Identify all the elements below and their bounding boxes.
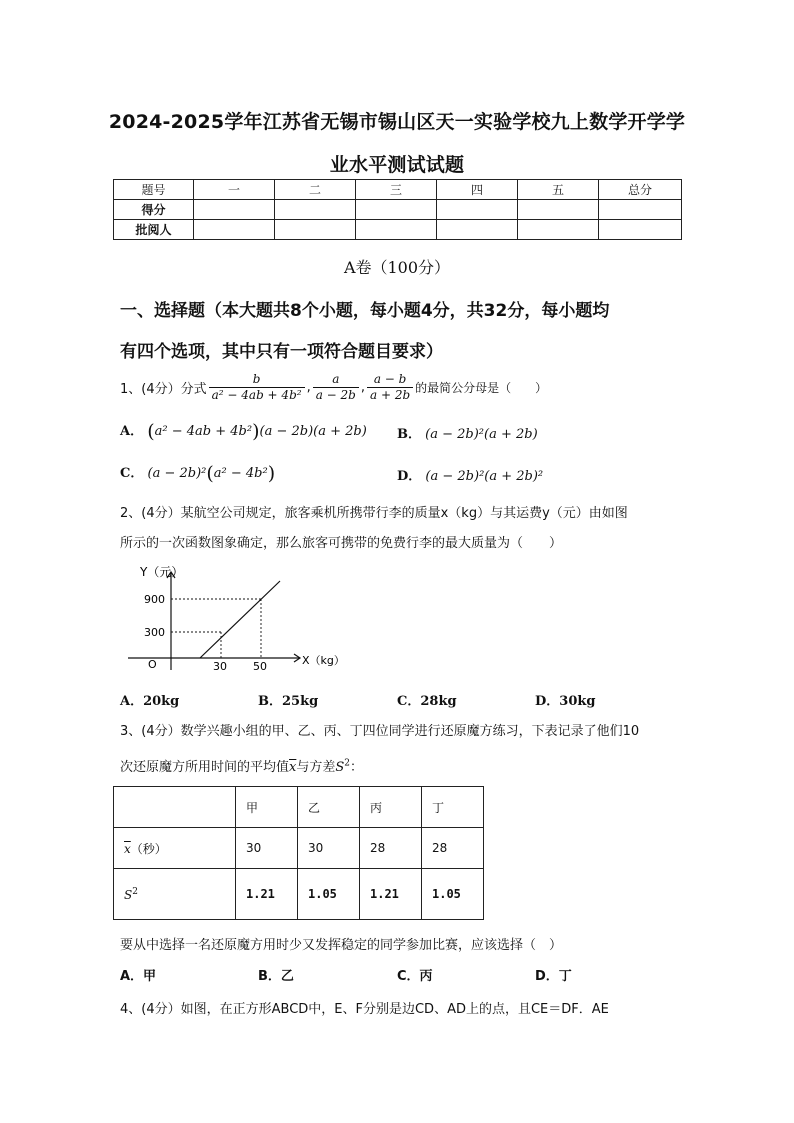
fraction-1 (209, 372, 305, 403)
x-axis-label: X（kg） (302, 654, 345, 667)
stats-row-label (114, 828, 236, 869)
stats-header-cell (114, 787, 236, 828)
fraction-3 (367, 372, 413, 403)
option-a-rest: (a − 2b)(a + 2b) (259, 424, 367, 439)
question-2-line2: 所示的一次函数图象确定，那么旅客可携带的免费行李的最大质量为（ ） (120, 536, 563, 551)
score-cell (518, 220, 599, 240)
stats-header-cell: 乙 (298, 787, 360, 828)
option-label: C． (120, 466, 144, 481)
option-label: D． (397, 469, 422, 484)
stats-mean-row (114, 828, 484, 869)
stats-variance-row (114, 869, 484, 920)
score-cell (275, 200, 356, 220)
q3-line2-suffix: ： (350, 760, 364, 775)
score-cell (356, 200, 437, 220)
fraction-2-denominator: a − 2b (315, 388, 356, 402)
fraction-3-numerator: a − b (367, 372, 413, 388)
score-header-cell: 四 (437, 180, 518, 200)
stats-cell: 1.21 (236, 869, 298, 920)
q1-option-a: A． (a² − 4ab + 4b²)(a − 2b)(a + 2b) (120, 420, 367, 443)
score-row-label: 得分 (114, 200, 194, 220)
variance-symbol: $S^2$ (124, 886, 138, 902)
score-cell (437, 220, 518, 240)
score-cell (275, 220, 356, 240)
stats-cell: 28 (360, 828, 422, 869)
q2-option-d: D．30kg (535, 694, 596, 709)
option-b-expr: (a − 2b)²(a + 2b) (425, 427, 538, 442)
fraction-3-denominator: a + 2b (370, 388, 411, 402)
fraction-2-numerator: a (313, 372, 359, 388)
q2-option-c: C．28kg (397, 694, 457, 709)
score-cell (437, 200, 518, 220)
option-a-inner: a² − 4ab + 4b² (154, 424, 253, 439)
x-tick-label: 30 (213, 660, 227, 673)
score-cell (356, 220, 437, 240)
q3-option-c: C．丙 (397, 969, 433, 984)
question-1 (120, 372, 547, 403)
q1-suffix: 的最简公分母是（ ） (415, 381, 548, 395)
question-3-line2 (120, 756, 363, 775)
score-cell (518, 200, 599, 220)
page-title-line1: 2024-2025学年江苏省无锡市锡山区天一实验学校九上数学开学学 (108, 111, 686, 133)
stats-row-label (114, 869, 236, 920)
score-cell (599, 220, 682, 240)
stats-header-cell: 丁 (422, 787, 484, 828)
volume-heading: A卷（100分） (343, 258, 451, 277)
function-line (200, 581, 280, 658)
score-table-row (114, 200, 682, 220)
score-table-row (114, 220, 682, 240)
fraction-separator: , (306, 380, 311, 395)
q3-line2-prefix: 次还原魔方所用时间的平均值 (120, 760, 290, 775)
origin-label: O (148, 658, 157, 671)
stats-header-row (114, 787, 484, 828)
score-header-cell: 三 (356, 180, 437, 200)
q1-option-c: C． (a − 2b)²(a² − 4b²) (120, 462, 276, 485)
fraction-1-denominator: a² − 4ab + 4b² (211, 388, 302, 402)
score-row-label: 批阅人 (114, 220, 194, 240)
score-table-header (114, 180, 682, 200)
variance-symbol: $S^2$ (335, 758, 351, 775)
question-2-line1: 2、(4分）某航空公司规定，旅客乘机所携带行李的质量x（kg）与其运费y（元）由如图 (120, 506, 628, 521)
question-3-line1: 3、(4分）数学兴趣小组的甲、乙、丙、丁四位同学进行还原魔方练习，下表记录了他们10 (120, 724, 640, 739)
section-heading-line1: 一、选择题（本大题共8个小题，每小题4分，共32分，每小题均 (120, 301, 610, 321)
mean-unit: （秒） (130, 841, 167, 856)
question-4-line1: 4、(4分）如图，在正方形ABCD中，E、F分别是边CD、AD上的点，且CE＝DF．AE (120, 1002, 609, 1017)
score-header-cell: 五 (518, 180, 599, 200)
y-axis-label: Y（元） (140, 565, 184, 579)
option-c-expr: (a − 2b)² (147, 466, 207, 481)
page-title-line2: 业水平测试试题 (329, 154, 465, 176)
q1-prefix: 1、(4分）分式 (120, 382, 207, 397)
q3-option-d: D．丁 (535, 969, 572, 984)
q2-option-b: B．25kg (258, 694, 319, 709)
stats-table (113, 786, 484, 920)
x-tick-label: 50 (253, 660, 267, 673)
score-table (113, 179, 682, 240)
option-d-expr: (a − 2b)²(a + 2b)² (425, 469, 544, 484)
stats-cell: 1.05 (298, 869, 360, 920)
q1-option-b (397, 423, 538, 442)
stats-cell: 1.05 (422, 869, 484, 920)
mean-symbol: $\overline{x}$ (124, 841, 131, 856)
stats-cell: 30 (236, 828, 298, 869)
stats-cell: 1.21 (360, 869, 422, 920)
q3-option-b: B．乙 (258, 969, 294, 984)
q2-option-a: A．20kg (120, 694, 180, 709)
question-3-prompt: 要从中选择一名还原魔方用时少又发挥稳定的同学参加比赛，应该选择（ ） (120, 938, 563, 953)
score-cell (194, 200, 275, 220)
q1-option-d (397, 465, 543, 484)
q3-line2-mid: 与方差 (296, 760, 336, 775)
score-header-cell: 一 (194, 180, 275, 200)
y-tick-label: 900 (144, 593, 165, 606)
score-header-cell: 二 (275, 180, 356, 200)
option-label: A． (120, 424, 144, 439)
option-label: B． (397, 427, 421, 442)
fraction-2 (313, 372, 359, 403)
score-cell (599, 200, 682, 220)
stats-cell: 28 (422, 828, 484, 869)
linear-function-graph (118, 560, 348, 675)
fraction-1-numerator: b (209, 372, 305, 388)
mean-symbol: $\overline{x}$ (289, 760, 297, 775)
y-tick-label: 300 (144, 626, 165, 639)
q3-option-a: A．甲 (120, 969, 157, 984)
score-header-cell: 总分 (599, 180, 682, 200)
score-cell (194, 220, 275, 240)
stats-cell: 30 (298, 828, 360, 869)
section-heading-line2: 有四个选项，其中只有一项符合题目要求） (120, 342, 443, 362)
stats-header-cell: 丙 (360, 787, 422, 828)
stats-header-cell: 甲 (236, 787, 298, 828)
option-c-inner: a² − 4b² (213, 466, 268, 481)
fraction-separator: , (360, 380, 365, 395)
score-header-cell: 题号 (114, 180, 194, 200)
